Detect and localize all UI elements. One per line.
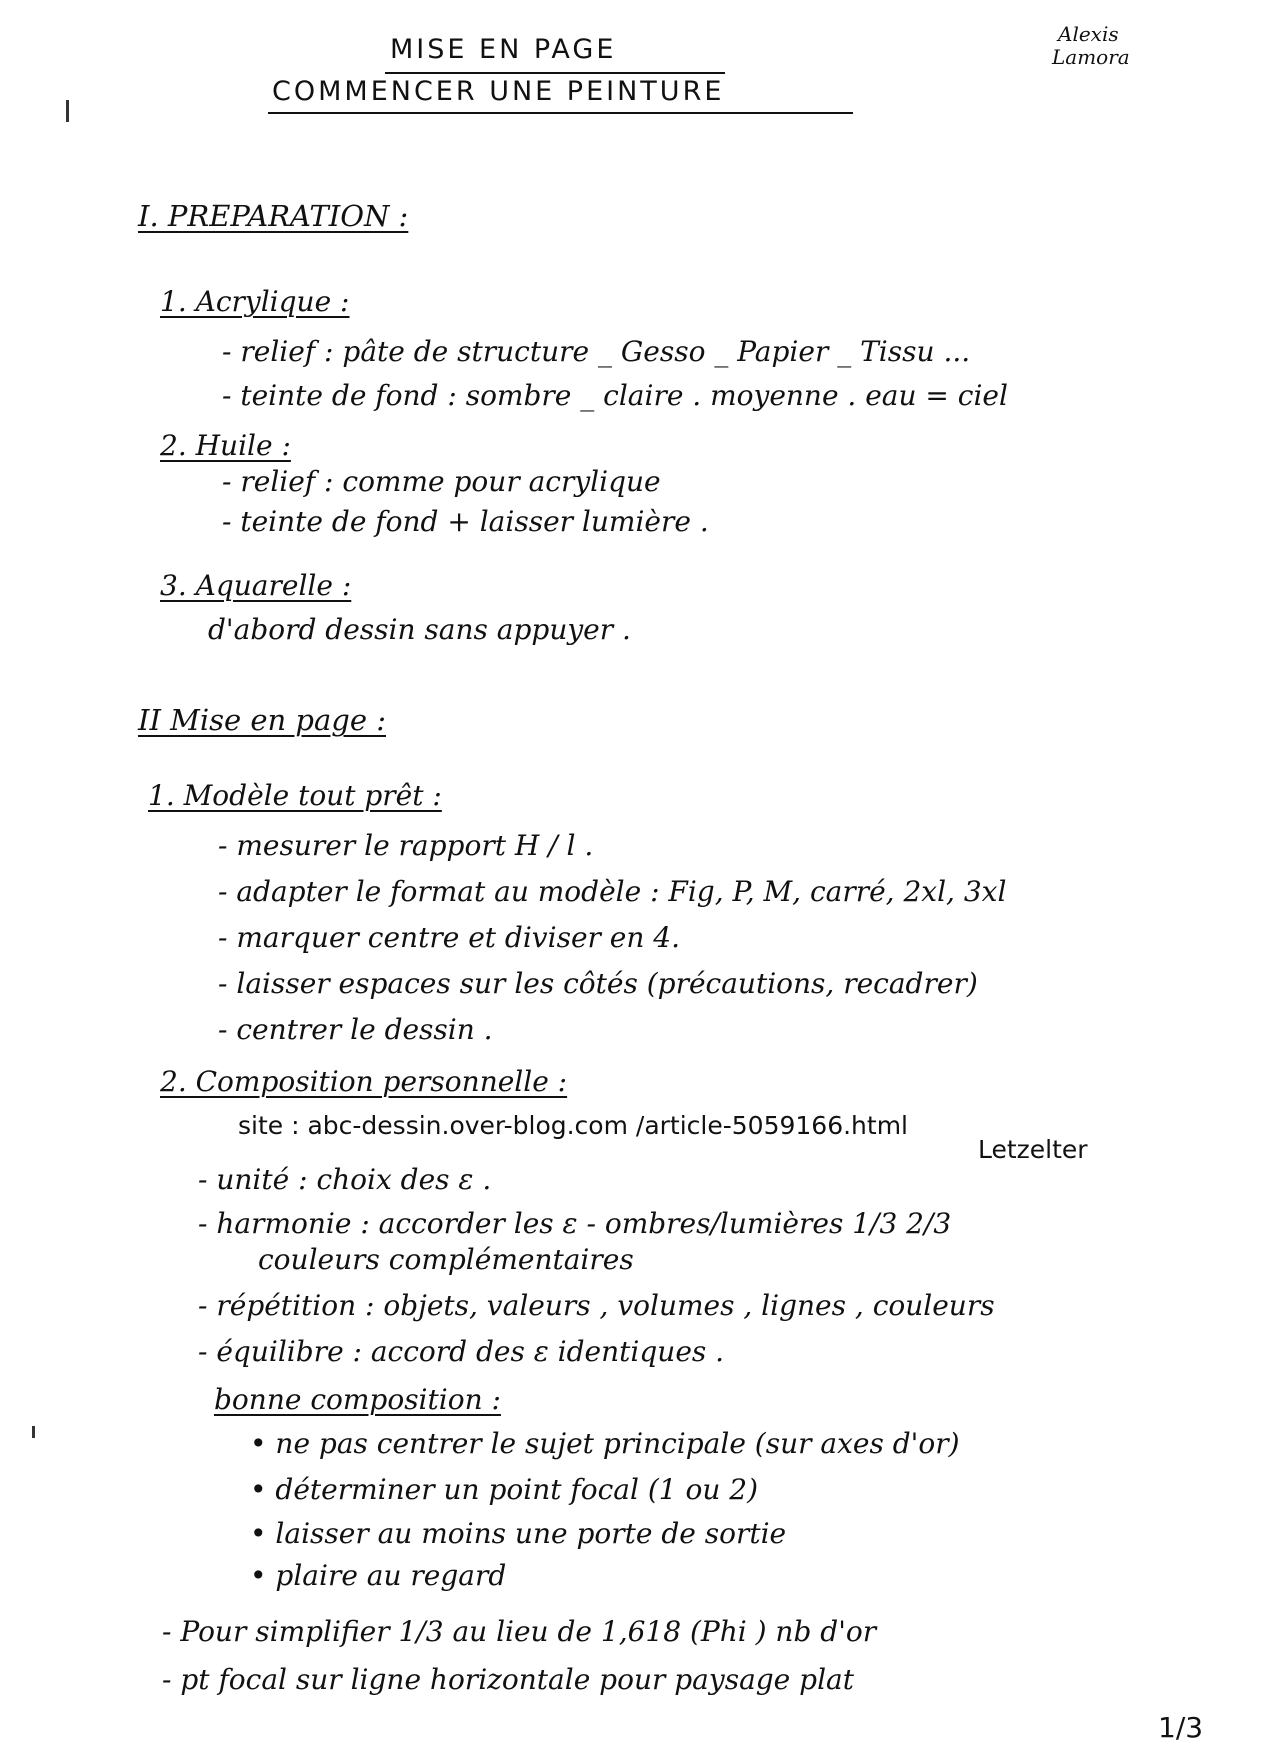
modele-item-4: - laisser espaces sur les côtés (précautions, recadrer)	[218, 967, 978, 1000]
title-line-1: MISE EN PAGE	[390, 34, 617, 65]
modele-item-5: - centrer le dessin .	[218, 1013, 493, 1046]
author-line-2: Lamora	[1052, 45, 1130, 69]
bonne-item-2: • déterminer un point focal (1 ou 2)	[250, 1473, 759, 1506]
modele-heading: 1. Modèle tout prêt :	[148, 779, 442, 812]
acrylique-item-1: - relief : pâte de structure _ Gesso _ Papier _ Tissu ...	[222, 335, 971, 368]
margin-mark	[66, 100, 69, 122]
title-line-2: COMMENCER UNE PEINTURE	[272, 76, 725, 107]
acrylique-heading: 1. Acrylique :	[160, 285, 350, 318]
margin-mark	[32, 1426, 35, 1438]
bonne-composition-heading: bonne composition :	[214, 1383, 501, 1416]
composition-item-3: couleurs complémentaires	[258, 1243, 634, 1276]
composition-item-1: - unité : choix des ε .	[198, 1163, 492, 1196]
note-1: - Pour simplifier 1/3 au lieu de 1,618 (Phi ) nb d'or	[162, 1615, 877, 1648]
aquarelle-heading: 3. Aquarelle :	[160, 569, 352, 602]
modele-item-2: - adapter le format au modèle : Fig, P, M, carré, 2xl, 3xl	[218, 875, 1007, 908]
bonne-item-1: • ne pas centrer le sujet principale (sur axes d'or)	[250, 1427, 960, 1460]
page-number: 1/3	[1158, 1711, 1204, 1744]
modele-item-1: - mesurer le rapport H / l .	[218, 829, 594, 862]
bonne-item-4: • plaire au regard	[250, 1559, 507, 1592]
author-line-1: Alexis	[1058, 22, 1119, 46]
huile-heading: 2. Huile :	[160, 429, 291, 462]
bonne-item-3: • laisser au moins une porte de sortie	[250, 1517, 787, 1550]
composition-item-2: - harmonie : accorder les ε - ombres/lumières 1/3 2/3	[198, 1207, 952, 1240]
acrylique-item-2: - teinte de fond : sombre _ claire . moyenne . eau = ciel	[222, 379, 1008, 412]
aquarelle-item-1: d'abord dessin sans appuyer .	[208, 613, 631, 646]
modele-item-3: - marquer centre et diviser en 4.	[218, 921, 681, 954]
section-2-heading: II Mise en page :	[138, 703, 386, 737]
title-underline-1	[385, 72, 725, 74]
title-underline-2	[268, 112, 853, 114]
note-2: - pt focal sur ligne horizontale pour paysage plat	[162, 1663, 854, 1696]
composition-site: site : abc-dessin.over-blog.com /article-5059166.html	[238, 1111, 908, 1140]
huile-item-1: - relief : comme pour acrylique	[222, 465, 661, 498]
composition-item-4: - répétition : objets, valeurs , volumes , lignes , couleurs	[198, 1289, 995, 1322]
composition-site-author: Letzelter	[978, 1135, 1088, 1164]
huile-item-2: - teinte de fond + laisser lumière .	[222, 505, 709, 538]
composition-item-5: - équilibre : accord des ε identiques .	[198, 1335, 725, 1368]
section-1-heading: I. PREPARATION :	[138, 199, 409, 233]
composition-heading: 2. Composition personnelle :	[160, 1065, 568, 1098]
